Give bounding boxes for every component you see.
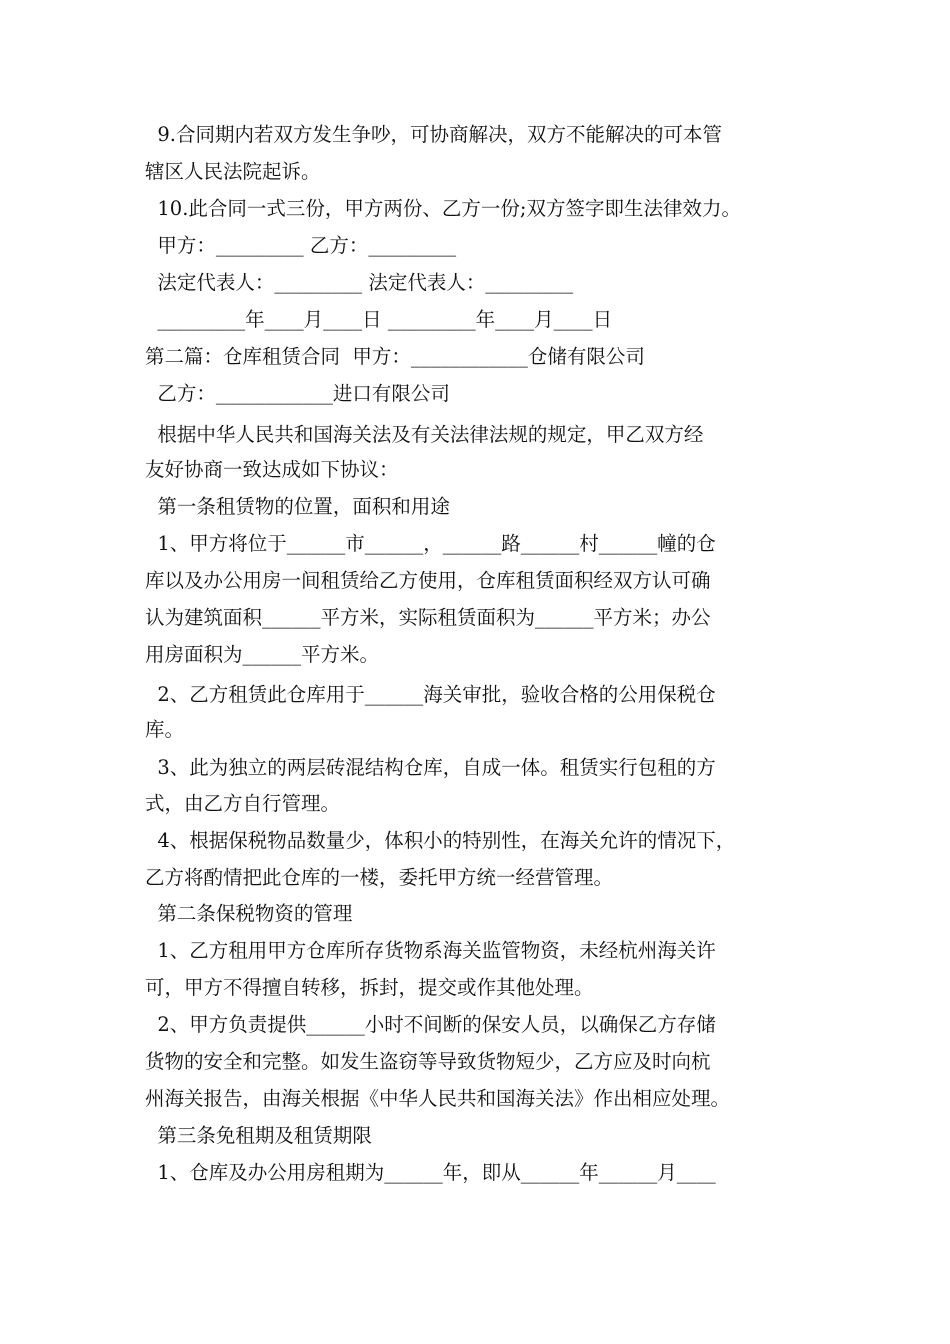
text-line: 乙方将酌情把此仓库的一楼，委托甲方统一经营管理。	[145, 866, 614, 889]
text-line: 法定代表人：_________ 法定代表人：_________	[145, 271, 574, 294]
text-line: 辖区人民法院起诉。	[145, 160, 321, 183]
text-line: 2、乙方租赁此仓库用于______海关审批，验收合格的公用保税仓	[145, 683, 716, 706]
text-line: 可，甲方不得擅自转移，拆封，提交或作其他处理。	[145, 976, 594, 999]
text-line: 用房面积为______平方米。	[145, 643, 380, 666]
text-line: _________年____月____日 _________年____月____日	[145, 308, 613, 331]
text-line: 1、甲方将位于______市______，______路______村______幢的仓	[145, 532, 716, 555]
text-line: 友好协商一致达成如下协议：	[145, 458, 399, 481]
text-line: 库。	[145, 718, 185, 741]
text-line: 第一条租赁物的位置，面积和用途	[145, 495, 450, 518]
text-line: 1、仓库及办公用房租期为______年，即从______年______月____	[145, 1161, 716, 1184]
text-line: 第二条保税物资的管理	[145, 902, 353, 925]
text-line: 1、乙方租用甲方仓库所存货物系海关监管物资，未经杭州海关许	[145, 939, 716, 962]
text-line: 认为建筑面积______平方米，实际租赁面积为______平方米；办公	[145, 606, 711, 629]
text-line: 甲方：_________ 乙方：_________	[145, 234, 457, 257]
text-line: 式，由乙方自行管理。	[145, 792, 341, 815]
text-line: 根据中华人民共和国海关法及有关法律法规的规定，甲乙双方经	[145, 423, 704, 446]
text-line: 9.合同期内若双方发生争吵，可协商解决，双方不能解决的可本管	[145, 123, 723, 146]
text-line: 4、根据保税物品数量少，体积小的特别性，在海关允许的情况下，	[145, 829, 736, 852]
text-line: 第二篇：仓库租赁合同 甲方：____________仓储有限公司	[145, 345, 645, 368]
text-line: 2、甲方负责提供______小时不间断的保安人员，以确保乙方存储	[145, 1013, 716, 1036]
text-line: 第三条免租期及租赁期限	[145, 1124, 372, 1147]
text-line: 乙方：____________进口有限公司	[145, 382, 450, 405]
text-line: 3、此为独立的两层砖混结构仓库，自成一体。租赁实行包租的方	[145, 756, 716, 779]
text-line: 库以及办公用房一间租赁给乙方使用，仓库租赁面积经双方认可确	[145, 569, 711, 592]
text-line: 货物的安全和完整。如发生盗窃等导致货物短少，乙方应及时向杭	[145, 1050, 711, 1073]
text-line: 10.此合同一式三份，甲方两份、乙方一份;双方签字即生法律效力。	[145, 197, 741, 220]
text-line: 州海关报告，由海关根据《中华人民共和国海关法》作出相应处理。	[145, 1087, 731, 1110]
